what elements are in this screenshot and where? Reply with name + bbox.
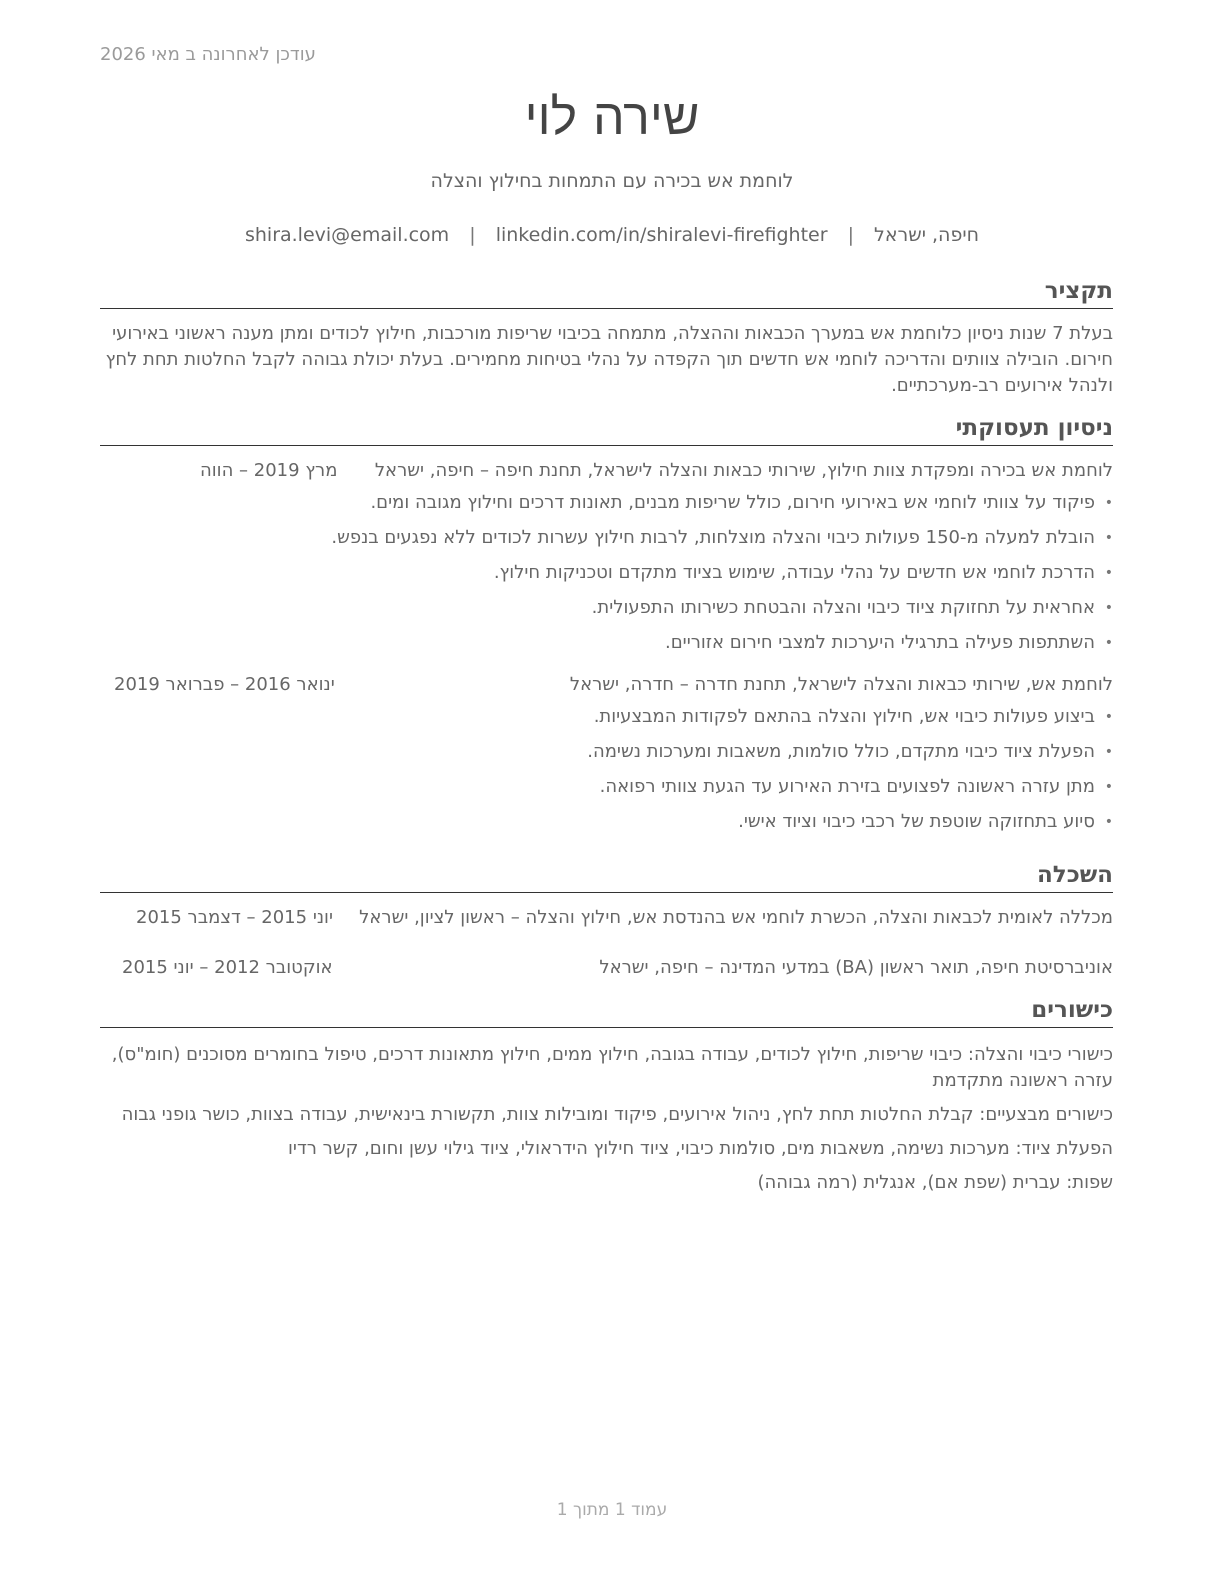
bullet-item: • פיקוד על צוותי לוחמי אש באירועי חירום, כולל שריפות מבנים, תאונות דרכים וחילוץ מגובה ומים. — [100, 490, 1113, 516]
education-dates: אוקטובר 2012 – יוני 2015 — [122, 957, 333, 978]
education-text: מכללה לאומית לכבאות והצלה, הכשרת לוחמי אש בהנדסת אש, חילוץ והצלה – ראשון לציון, ישראל — [359, 907, 1113, 928]
job-header — [100, 460, 1113, 486]
education-dates: יוני 2015 – דצמבר 2015 — [136, 907, 333, 928]
bullet-item: • סיוע בתחזוקה שוטפת של רכבי כיבוי וציוד אישי. — [100, 809, 1113, 835]
job-title: לוחמת אש בכירה ומפקדת צוות חילוץ, שירותי כבאות והצלה לישראל, תחנת חיפה – חיפה, ישראל — [374, 460, 1113, 481]
section-title-summary: תקציר — [100, 276, 1113, 309]
bullet-item: • הפעלת ציוד כיבוי מתקדם, כולל סולמות, משאבות ומערכות נשימה. — [100, 739, 1113, 765]
candidate-subtitle: לוחמת אש בכירה עם התמחות בחילוץ והצלה — [430, 170, 794, 192]
section-title-experience: ניסיון תעסוקתי — [100, 413, 1113, 446]
section-title-skills: כישורים — [100, 995, 1113, 1028]
job-dates: מרץ 2019 – הווה — [200, 460, 338, 481]
bullet-item: • אחראית על תחזוקת ציוד כיבוי והצלה והבטחת כשירותו התפעולית. — [100, 595, 1113, 621]
bullet-item: • מתן עזרה ראשונה לפצועים בזירת האירוע עד הגעת צוותי רפואה. — [100, 774, 1113, 800]
skill-item: כישורי כיבוי והצלה: כיבוי שריפות, חילוץ לכודים, עבודה בגובה, חילוץ ממים, חילוץ מתאונות דרכים, טיפול בחומרים מסוכנים (חומ"ס), עזרה ראשונה מתקדמת — [111, 1044, 1113, 1091]
bullet-item: • ביצוע פעולות כיבוי אש, חילוץ והצלה בהתאם לפקודות המבצעיות. — [100, 704, 1113, 730]
contact-separator: | — [847, 224, 854, 246]
job-bullets — [100, 490, 1113, 656]
contact-linkedin[interactable]: linkedin.com/in/shiralevi-firefighter — [495, 224, 828, 246]
bullet-item: • הובלת למעלה מ-150 פעולות כיבוי והצלה מוצלחות, לרבות חילוץ עשרות לכודים ללא נפגעים בנפש. — [100, 525, 1113, 551]
section-title-education: השכלה — [100, 860, 1113, 893]
bullet-item: • הדרכת לוחמי אש חדשים על נהלי עבודה, שימוש בציוד מתקדם וטכניקות חילוץ. — [100, 560, 1113, 586]
job-title: לוחמת אש, שירותי כבאות והצלה לישראל, תחנת חדרה – חדרה, ישראל — [569, 674, 1113, 695]
contact-separator: | — [469, 224, 476, 246]
skills-section — [100, 995, 1113, 1196]
job-header — [100, 674, 1113, 700]
skill-item: הפעלת ציוד: מערכות נשימה, משאבות מים, סולמות כיבוי, ציוד חילוץ הידראולי, ציוד גילוי עשן וחום, קשר רדיו — [288, 1138, 1113, 1159]
skill-item: שפות: עברית (שפת אם), אנגלית (רמה גבוהה) — [757, 1172, 1113, 1193]
job-bullets — [100, 704, 1113, 835]
page-number: עמוד 1 מתוך 1 — [556, 1500, 668, 1520]
job-entry — [100, 674, 1113, 835]
job-entry — [100, 460, 1113, 656]
education-item — [100, 957, 1113, 983]
education-section — [100, 860, 1113, 983]
contact-email[interactable]: shira.levi@email.com — [244, 224, 450, 246]
summary-text: בעלת 7 שנות ניסיון כלוחמת אש במערך הכבאות וההצלה, מתמחה בכיבוי שריפות מורכבות, חילוץ לכודים ומתן מענה ראשוני באירועי חירום. הובילה צוותים והדריכה לוחמי אש חדשים תוך הקפדה על נהלי בטיחות מחמירים. בעלת יכולת גבוהה לקבל החלטות תחת לחץ ולנהל אירועים רב-מערכתיים. — [105, 323, 1113, 396]
education-item — [100, 907, 1113, 933]
contact-location: חיפה, ישראל — [874, 224, 980, 246]
bullet-item: • השתתפות פעילה בתרגילי היערכות למצבי חירום אזוריים. — [100, 630, 1113, 656]
skill-item: כישורים מבצעיים: קבלת החלטות תחת לחץ, ניהול אירועים, פיקוד ומובילות צוות, תקשורת בינאישית, עבודה בצוות, כושר גופני גבוה — [121, 1104, 1113, 1125]
last-updated: עודכן לאחרונה ב מאי 2026 — [100, 44, 316, 65]
experience-section — [100, 413, 1113, 844]
contact-line — [0, 224, 1224, 246]
summary-section — [100, 276, 1113, 399]
education-text: אוניברסיטת חיפה, תואר ראשון (BA) במדעי המדינה – חיפה, ישראל — [599, 957, 1113, 978]
job-dates: ינואר 2016 – פברואר 2019 — [114, 674, 335, 695]
candidate-name: שירה לוי — [524, 88, 700, 146]
